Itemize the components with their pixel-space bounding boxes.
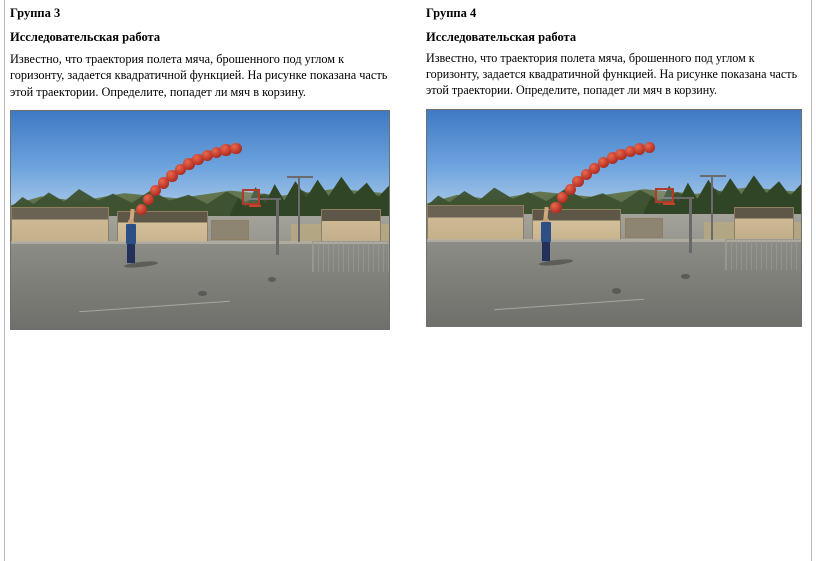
column-group-4 xyxy=(408,0,816,330)
hoop-pole xyxy=(276,198,279,255)
player-torso xyxy=(541,222,551,241)
building-far xyxy=(625,218,662,237)
backboard xyxy=(242,189,261,204)
player-legs xyxy=(542,242,550,261)
ball-shadow xyxy=(268,277,276,282)
chain-fence xyxy=(312,241,389,273)
figure-photo-3 xyxy=(10,110,390,330)
group-label-4: Группа 4 xyxy=(426,6,477,20)
figure-photo-4 xyxy=(426,109,802,327)
backboard xyxy=(655,188,674,203)
ball xyxy=(136,204,147,215)
building-far xyxy=(211,220,249,240)
hoop-pole xyxy=(689,197,692,253)
ball xyxy=(230,143,241,154)
task-text-4: Известно, что траектория полета мяча, брошенного под углом к горизонту, задается квадратичной функцией. На рисунке показана часть этой траектории. Определите, попадет ли мяч в корзину. xyxy=(426,51,798,98)
ball xyxy=(550,202,561,213)
light-pole xyxy=(298,176,300,241)
work-label-4: Исследовательская работа xyxy=(426,29,577,44)
group-label-3: Группа 3 xyxy=(10,6,61,20)
chain-fence xyxy=(725,239,801,270)
ball-shadow xyxy=(612,288,621,294)
player-torso xyxy=(126,224,136,244)
task-text-3: Известно, что траектория полета мяча, брошенного под углом к горизонту, задается квадратичной функцией. На рисунке показана часть этой траектории. Определите, попадет ли мяч в корзину. xyxy=(10,52,388,99)
light-pole xyxy=(711,175,713,240)
player-legs xyxy=(127,244,135,264)
rim xyxy=(249,205,261,207)
work-label-3: Исследовательская работа xyxy=(10,29,161,44)
rim xyxy=(663,203,675,205)
column-group-3 xyxy=(0,0,408,330)
